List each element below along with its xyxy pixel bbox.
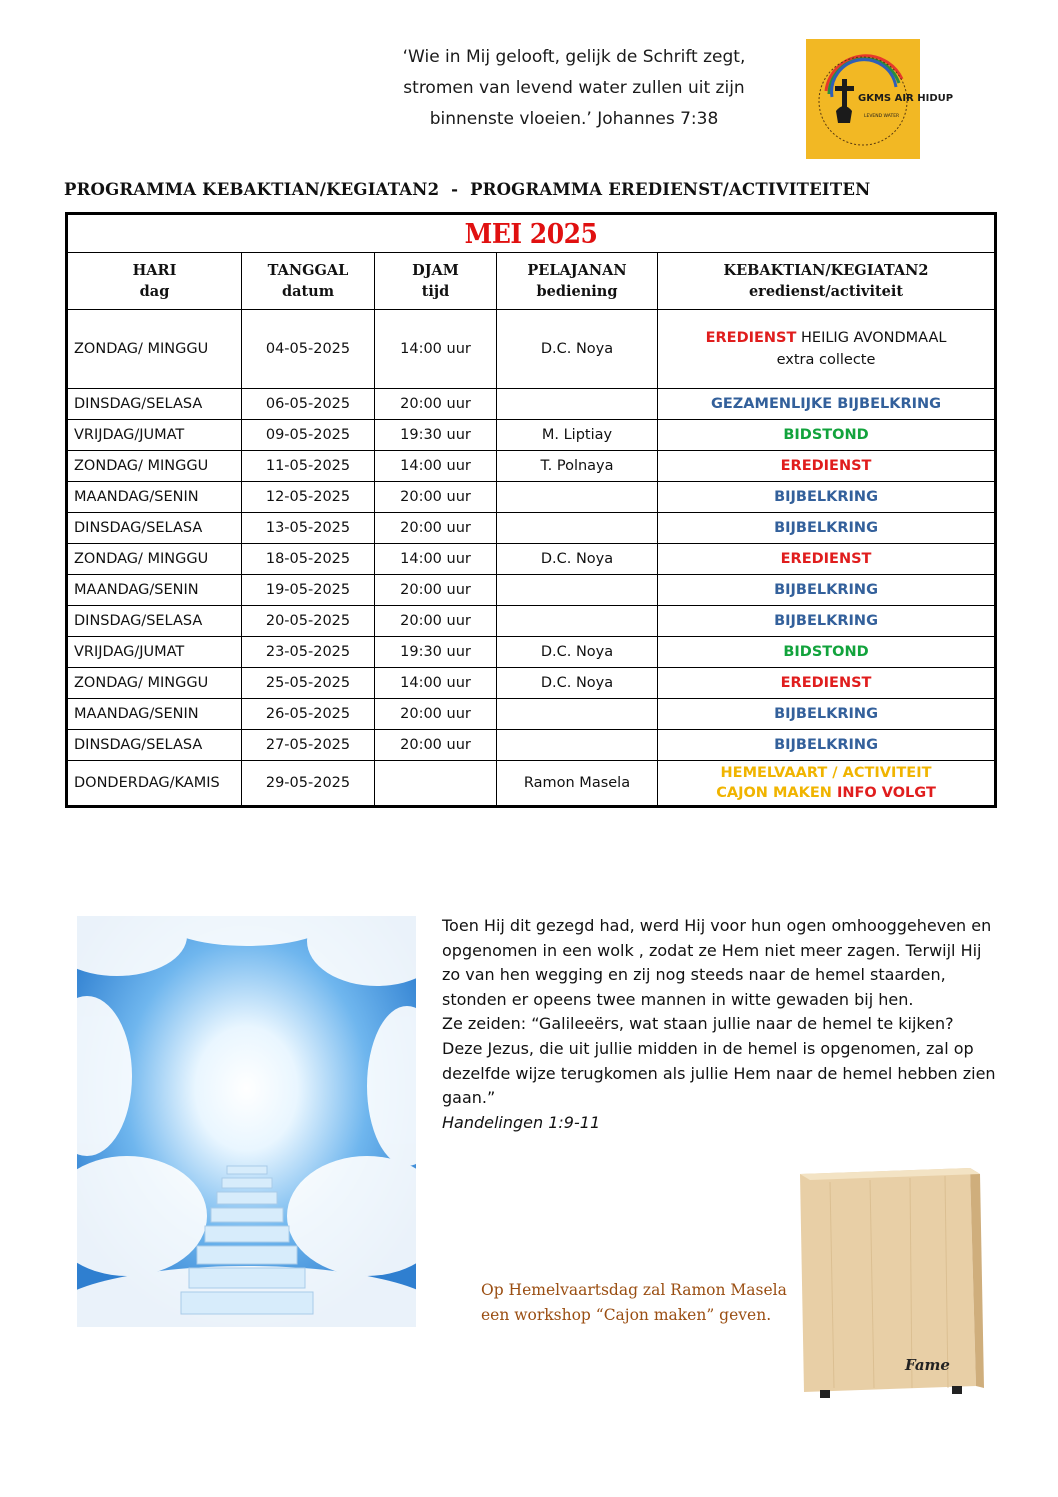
cajon-brand: Fame: [905, 1356, 950, 1374]
cell-activity: BIJBELKRING: [658, 730, 996, 761]
cajon-workshop-note: [481, 1278, 801, 1328]
cell-date: 09-05-2025: [242, 420, 375, 451]
cell-date: 18-05-2025: [242, 544, 375, 575]
table-row: [67, 668, 996, 699]
passage-line: opgenomen in een wolk , zodat ze Hem niet meer zagen. Terwijl Hij: [442, 940, 982, 960]
passage-line: Deze Jezus, die uit jullie midden in de hemel is opgenomen, zal op: [442, 1038, 974, 1058]
cell-day: ZONDAG/ MINGGU: [67, 451, 242, 482]
cell-day: DINSDAG/SELASA: [67, 389, 242, 420]
scripture-quote: [380, 42, 768, 135]
cell-day: MAANDAG/SENIN: [67, 482, 242, 513]
cell-service: D.C. Noya: [497, 310, 658, 389]
passage-line: Toen Hij dit gezegd had, werd Hij voor hun ogen omhooggeheven en: [442, 916, 992, 935]
cell-activity: BIJBELKRING: [658, 482, 996, 513]
cell-service: D.C. Noya: [497, 668, 658, 699]
table-row: [67, 451, 996, 482]
cell-time: 20:00 uur: [375, 389, 497, 420]
column-header-day: HARI dag: [67, 253, 242, 310]
cell-service: [497, 513, 658, 544]
cell-activity: EREDIENST: [658, 451, 996, 482]
cell-date: 20-05-2025: [242, 606, 375, 637]
cell-time: 20:00 uur: [375, 482, 497, 513]
cell-activity: [658, 761, 996, 807]
cell-time: 19:30 uur: [375, 420, 497, 451]
cell-day: DINSDAG/SELASA: [67, 606, 242, 637]
cell-time: 20:00 uur: [375, 699, 497, 730]
cell-time: 14:00 uur: [375, 544, 497, 575]
cell-activity: BIJBELKRING: [658, 699, 996, 730]
cell-day: VRIJDAG/JUMAT: [67, 420, 242, 451]
cell-service: M. Liptiay: [497, 420, 658, 451]
schedule-table: [65, 212, 997, 808]
cell-day: DONDERDAG/KAMIS: [67, 761, 242, 807]
activity-part-c: INFO VOLGT: [831, 785, 936, 801]
table-row: [67, 389, 996, 420]
cell-service: [497, 389, 658, 420]
cell-activity: BIJBELKRING: [658, 575, 996, 606]
cell-activity: EREDIENST: [658, 668, 996, 699]
passage-line: Ze zeiden: “Galileeërs, wat staan jullie naar de hemel te kijken?: [442, 1014, 954, 1034]
quote-line-2: stromen van levend water zullen uit zijn: [403, 78, 745, 98]
cell-time: 14:00 uur: [375, 451, 497, 482]
cell-service: D.C. Noya: [497, 637, 658, 668]
activity-part-c: extra collecte: [776, 352, 876, 368]
cell-time: 19:30 uur: [375, 637, 497, 668]
cell-time: 20:00 uur: [375, 575, 497, 606]
activity-part-b: CAJON MAKEN: [716, 785, 832, 801]
quote-line-1: ‘Wie in Mij gelooft, gelijk de Schrift zegt,: [402, 47, 746, 67]
cajon-image: [790, 1160, 985, 1417]
cell-service: [497, 699, 658, 730]
cell-service: T. Polnaya: [497, 451, 658, 482]
cell-day: MAANDAG/SENIN: [67, 699, 242, 730]
cell-service: Ramon Masela: [497, 761, 658, 807]
cell-date: 11-05-2025: [242, 451, 375, 482]
cell-date: 06-05-2025: [242, 389, 375, 420]
passage-line: stonden er opeens twee mannen in witte gewaden bij hen.: [442, 989, 914, 1009]
cell-day: ZONDAG/ MINGGU: [67, 310, 242, 389]
cell-activity: BIJBELKRING: [658, 513, 996, 544]
cell-activity: EREDIENST: [658, 544, 996, 575]
church-logo: [806, 39, 954, 159]
note-line-2: een workshop “Cajon maken” geven.: [481, 1306, 772, 1324]
note-line-1: Op Hemelvaartsdag zal Ramon Masela: [481, 1281, 787, 1299]
cell-date: 13-05-2025: [242, 513, 375, 544]
quote-line-3: binnenste vloeien.’ Johannes 7:38: [429, 109, 719, 129]
cell-date: 26-05-2025: [242, 699, 375, 730]
table-row: [67, 606, 996, 637]
column-header-service: PELAJANAN bediening: [497, 253, 658, 310]
cell-date: 23-05-2025: [242, 637, 375, 668]
cell-time: [375, 761, 497, 807]
table-row: [67, 575, 996, 606]
month-title: MEI 2025: [464, 217, 598, 250]
cell-service: [497, 482, 658, 513]
cell-date: 27-05-2025: [242, 730, 375, 761]
cell-day: DINSDAG/SELASA: [67, 730, 242, 761]
table-row: [67, 310, 996, 389]
cell-service: D.C. Noya: [497, 544, 658, 575]
cell-day: ZONDAG/ MINGGU: [67, 668, 242, 699]
cell-activity: BIJBELKRING: [658, 606, 996, 637]
cell-day: ZONDAG/ MINGGU: [67, 544, 242, 575]
cell-date: 04-05-2025: [242, 310, 375, 389]
cell-activity: GEZAMENLIJKE BIJBELKRING: [658, 389, 996, 420]
table-row: [67, 761, 996, 807]
acts-passage: [442, 914, 1002, 1135]
cell-activity: BIDSTOND: [658, 420, 996, 451]
cell-time: 20:00 uur: [375, 513, 497, 544]
cell-date: 29-05-2025: [242, 761, 375, 807]
passage-line: dezelfde wijze terugkomen als jullie Hem naar de hemel hebben zien: [442, 1063, 996, 1083]
cell-service: [497, 606, 658, 637]
passage-line: zo van hen wegging en zij nog steeds naar de hemel staarden,: [442, 965, 946, 985]
cell-date: 25-05-2025: [242, 668, 375, 699]
cell-activity: [658, 310, 996, 389]
column-header-time: DJAM tijd: [375, 253, 497, 310]
cell-time: 14:00 uur: [375, 668, 497, 699]
logo-sub: LEVEND WATER: [864, 114, 900, 119]
cell-day: DINSDAG/SELASA: [67, 513, 242, 544]
table-row: [67, 637, 996, 668]
activity-part-a: EREDIENST: [705, 330, 797, 346]
cell-time: 20:00 uur: [375, 730, 497, 761]
table-row: [67, 513, 996, 544]
table-row: [67, 420, 996, 451]
activity-part-a: HEMELVAART / ACTIVITEIT: [720, 765, 932, 781]
table-row: [67, 482, 996, 513]
cell-time: 14:00 uur: [375, 310, 497, 389]
activity-part-b: HEILIG AVONDMAAL: [796, 330, 947, 346]
table-row: [67, 544, 996, 575]
cell-service: [497, 575, 658, 606]
table-row: [67, 730, 996, 761]
column-header-date: TANGGAL datum: [242, 253, 375, 310]
cell-day: MAANDAG/SENIN: [67, 575, 242, 606]
passage-line: gaan.”: [442, 1088, 496, 1108]
logo-name: GKMS AIR HIDUP: [858, 93, 954, 104]
cell-time: 20:00 uur: [375, 606, 497, 637]
passage-source: Handelingen 1:9-11: [442, 1112, 601, 1132]
cell-day: VRIJDAG/JUMAT: [67, 637, 242, 668]
cell-date: 12-05-2025: [242, 482, 375, 513]
cell-date: 19-05-2025: [242, 575, 375, 606]
table-row: [67, 699, 996, 730]
heaven-stairs-image: [77, 916, 416, 1327]
cell-activity: BIDSTOND: [658, 637, 996, 668]
month-title-cell: [67, 214, 996, 253]
table-header: [67, 253, 996, 310]
page-heading: PROGRAMMA KEBAKTIAN/KEGIATAN2 - PROGRAMMA EREDIENST/ACTIVITEITEN: [64, 180, 871, 199]
column-header-activity: KEBAKTIAN/KEGIATAN2 eredienst/activiteit: [658, 253, 996, 310]
cell-service: [497, 730, 658, 761]
